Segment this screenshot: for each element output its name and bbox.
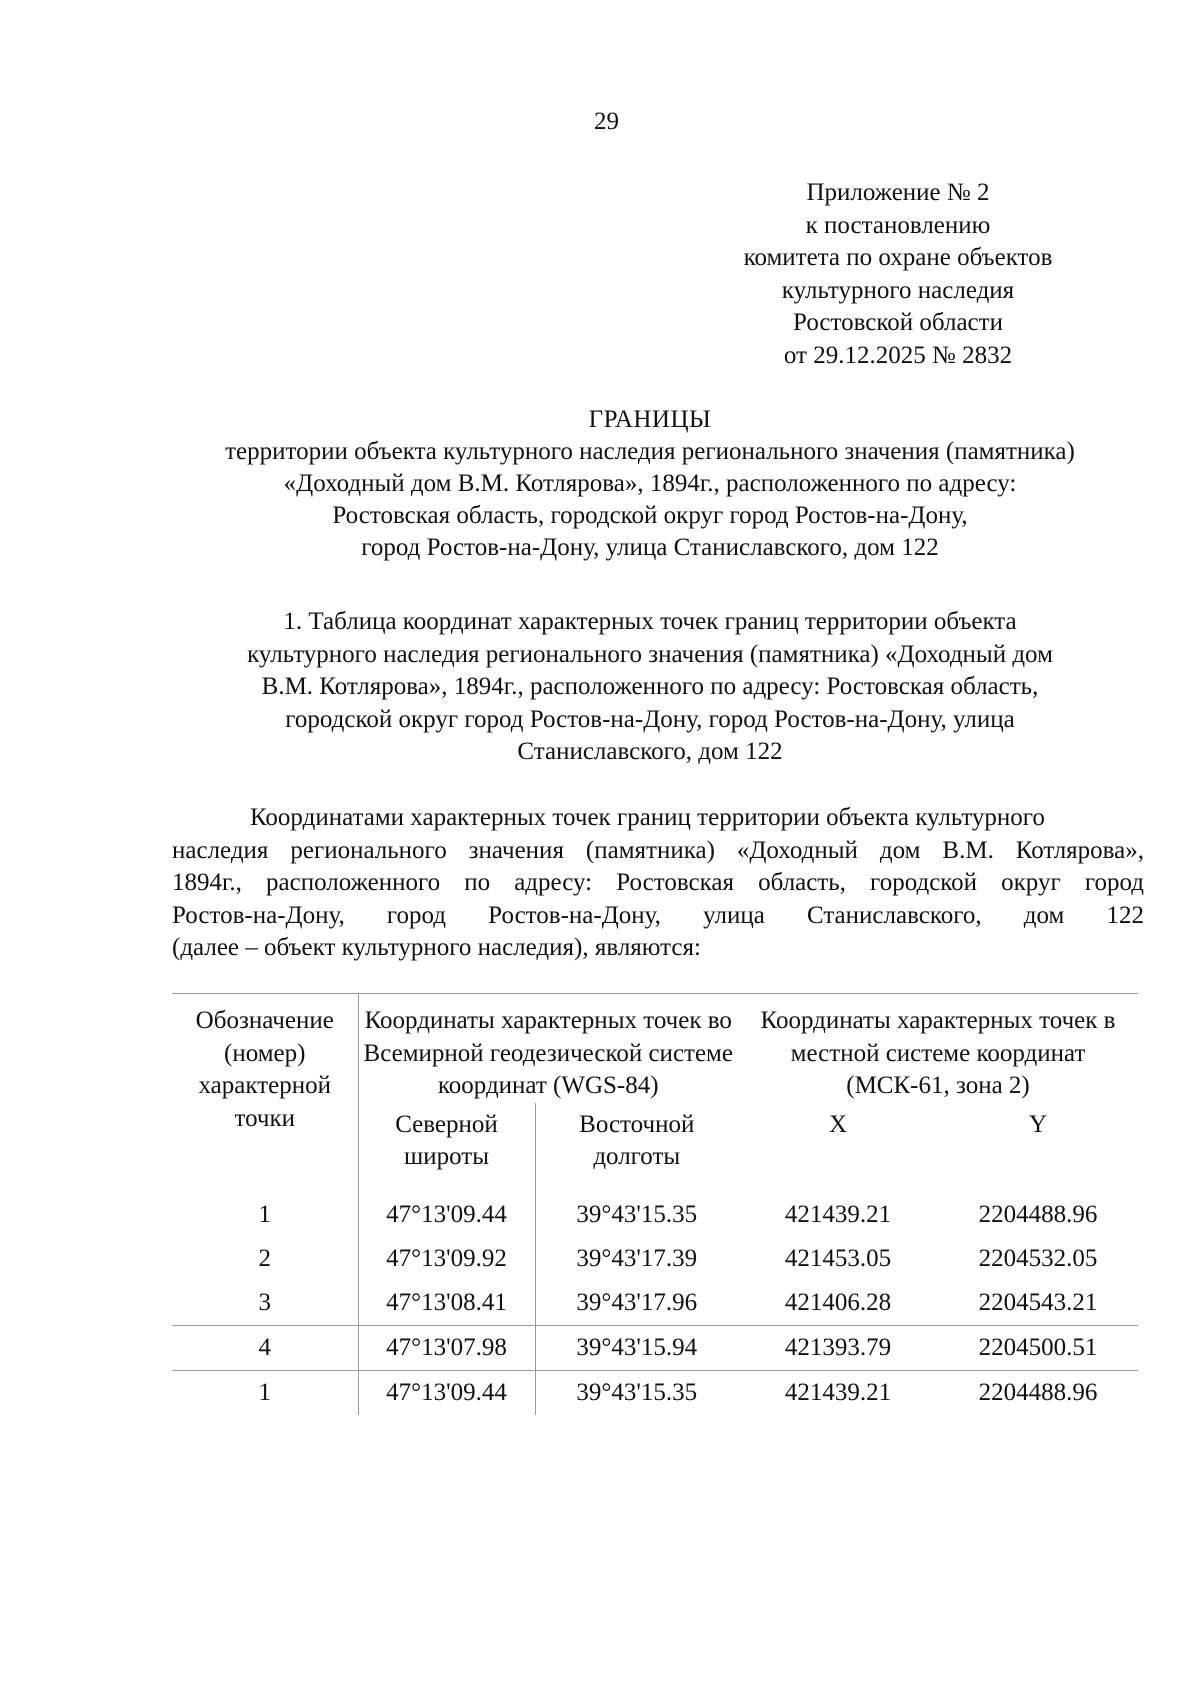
header-msk: Координаты характерных точек в местной системе координат (МСК-61, зона 2) <box>738 994 1138 1103</box>
cell-longitude: 39°43'15.35 <box>576 1200 698 1228</box>
appendix-line: к постановлению <box>805 211 991 239</box>
appendix-line: культурного наследия <box>781 276 1015 304</box>
title-line: город Ростов-на-Дону, улица Станиславского, дом 122 <box>361 534 939 561</box>
paragraph-line: наследия регионального значения (памятника) «Доходный дом В.М. Котлярова», <box>172 836 1144 864</box>
cell-y: 2204488.96 <box>978 1200 1098 1228</box>
cell-y: 2204488.96 <box>938 1370 1138 1415</box>
cell-latitude: 47°13'09.92 <box>358 1237 535 1281</box>
table-row <box>172 1370 1138 1415</box>
title-line: территории объекта культурного наследия регионального значения (памятника) <box>225 438 1075 465</box>
paragraph-line: 1894г., расположенного по адресу: Ростовская область, городской округ город <box>172 869 1144 896</box>
section-line: 1. Таблица координат характерных точек границ территории объекта <box>283 608 1017 635</box>
cell-x: 421393.79 <box>738 1325 938 1370</box>
header-longitude: Восточной долготы <box>579 1110 695 1170</box>
body-paragraph <box>172 802 1144 965</box>
table-row <box>172 1325 1138 1370</box>
coordinates-table <box>172 993 1138 1415</box>
cell-latitude: 47°13'09.44 <box>358 1370 535 1415</box>
cell-y: 2204543.21 <box>978 1288 1098 1316</box>
table-row <box>172 1281 1138 1326</box>
cell-latitude: 47°13'07.98 <box>358 1325 535 1370</box>
header-x: X <box>828 1110 848 1138</box>
cell-x: 421406.28 <box>784 1288 892 1316</box>
appendix-line: комитета по охране объектов <box>743 244 1053 272</box>
section-line: Станиславского, дом 122 <box>517 738 783 765</box>
cell-point: 4 <box>172 1325 358 1370</box>
section-line: культурного наследия регионального значения (памятника) «Доходный дом <box>247 640 1053 668</box>
appendix-line: Ростовской области <box>793 309 1003 337</box>
section-line: городской округ город Ростов-на-Дону, город Ростов-на-Дону, улица <box>285 705 1015 733</box>
header-y: Y <box>1028 1110 1048 1138</box>
cell-x: 421453.05 <box>784 1244 892 1272</box>
cell-longitude: 39°43'17.39 <box>576 1244 698 1272</box>
appendix-line: от 29.12.2025 № 2832 <box>783 341 1013 369</box>
cell-longitude: 39°43'15.35 <box>535 1370 738 1415</box>
cell-point: 1 <box>172 1370 358 1415</box>
page-number: 29 <box>594 108 619 135</box>
title-line: Ростовская область, городской округ город Ростов-на-Дону, <box>332 502 968 529</box>
table-row <box>172 1237 1138 1281</box>
paragraph-line: (далее – объект культурного наследия), являются: <box>172 934 701 961</box>
cell-y: 2204532.05 <box>978 1244 1098 1272</box>
header-latitude: Северной широты <box>358 1103 535 1193</box>
document-title <box>150 404 1150 564</box>
section-line: В.М. Котлярова», 1894г., расположенного по адресу: Ростовская область, <box>261 673 1039 700</box>
cell-latitude: 47°13'08.41 <box>358 1281 535 1326</box>
title-heading: ГРАНИЦЫ <box>588 406 712 433</box>
paragraph-line: Ростов-на-Дону, город Ростов-на-Дону, улица Станиславского, дом 122 <box>172 901 1144 929</box>
cell-point: 3 <box>172 1281 358 1326</box>
cell-latitude: 47°13'09.44 <box>358 1193 535 1237</box>
cell-point: 1 <box>172 1193 358 1237</box>
appendix-block <box>700 177 1096 373</box>
appendix-line: Приложение № 2 <box>806 179 990 206</box>
cell-point: 2 <box>172 1237 358 1281</box>
header-wgs: Координаты характерных точек во Всемирной геодезической системе координат (WGS-84) <box>358 994 738 1103</box>
cell-longitude: 39°43'15.94 <box>535 1325 738 1370</box>
cell-longitude: 39°43'17.96 <box>576 1288 698 1316</box>
cell-x: 421439.21 <box>738 1370 938 1415</box>
cell-y: 2204500.51 <box>938 1325 1138 1370</box>
table-row <box>172 1193 1138 1237</box>
cell-x: 421439.21 <box>784 1200 892 1228</box>
section-heading <box>150 606 1150 769</box>
title-line: «Доходный дом В.М. Котлярова», 1894г., расположенного по адресу: <box>283 470 1017 497</box>
header-point-number: Обозначение (номер) характерной точки <box>172 994 358 1193</box>
paragraph-line: Координатами характерных точек границ территории объекта культурного <box>250 804 1045 831</box>
